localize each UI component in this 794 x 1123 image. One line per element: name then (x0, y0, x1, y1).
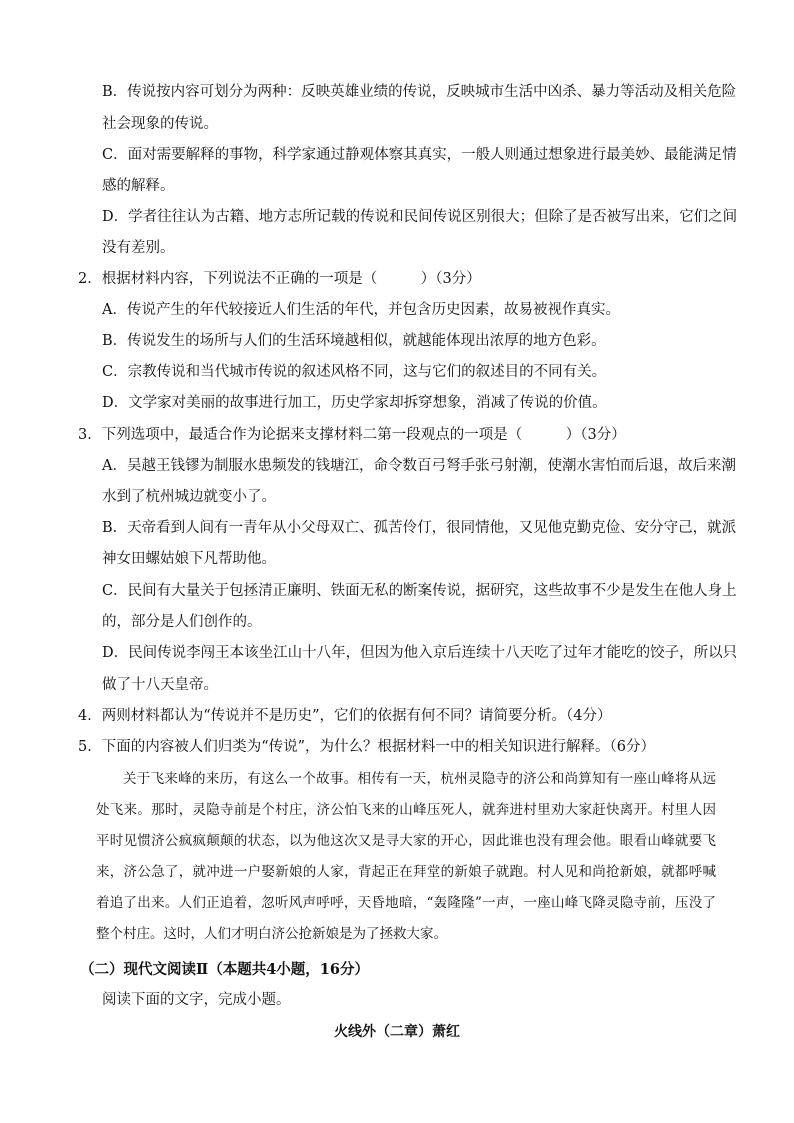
article-title: 火线外（二章）萧红 (334, 1024, 460, 1040)
option-c-line1: C．面对需要解释的事物，科学家通过静观体察其真实，一般人则通过想象进行最美妙、最能满足情 (102, 147, 737, 163)
q2-option-b: B．传说发生的场所与人们的生活环境越相似，就越能体现出浓厚的地方色彩。 (102, 333, 606, 349)
question-5: 5．下面的内容被人们归类为“传说”，为什么？根据材料一中的相关知识进行解释。（6分） (78, 739, 656, 755)
question-2: 2．根据材料内容，下列说法不正确的一项是（ ）（3分） (78, 271, 481, 287)
option-b-line1: B．传说按内容可划分为两种：反映英雄业绩的传说，反映城市生活中凶杀、暴力等活动及相关危险 (102, 84, 737, 100)
q3-option-c-line2: 的，部分是人们创作的。 (102, 614, 262, 630)
option-c-line2: 感的解释。 (102, 178, 175, 194)
passage-text: 关于飞来峰的来历，有这么一个故事。相传有一天，杭州灵隐寺的济公和尚算知有一座山峰将从远处飞来。那时，灵隐寺前是个村庄，济公怕飞来的山峰压死人，就奔进村里劝大家赶快离开。村里人因平时见惯济公疯疯颠颠的状态，以为他这次又是寻大家的开心，因此谁也没有理会他。眼看山峰就要飞来，济公急了，就冲进一户娶新娘的人家，背起正在拜堂的新娘子就跑。村人见和尚抢新娘，就都呼喊着追了出来。人们正追着，忽听风声呼呼，天昏地暗，“轰隆隆”一声，一座山峰飞降灵隐寺前，压没了整个村庄。这时，人们才明白济公抢新娘是为了拯救大家。 (96, 771, 716, 942)
q2-option-d: D．文学家对美丽的故事进行加工，历史学家却拆穿想象，消减了传说的价值。 (102, 395, 607, 411)
q3-option-c-line1: C．民间有大量关于包拯清正廉明、铁面无私的断案传说，据研究，这些故事不少是发生在他人身上 (102, 583, 737, 599)
q3-option-a-line2: 水到了杭州城边就变小了。 (102, 489, 276, 505)
question-4: 4．两则材料都认为“传说并不是历史”，它们的依据有何不同？请简要分析。（4分） (78, 708, 612, 724)
q3-option-d-line1: D．民间传说李闯王本该坐江山十八年，但因为他入京后连续十八天吃了过年才能吃的饺子，所以只 (102, 645, 738, 661)
section-heading: （二）现代文阅读Ⅱ（本题共4小题，16分） (80, 961, 369, 978)
q3-option-b-line2: 神女田螺姑娘下凡帮助他。 (102, 551, 276, 567)
q3-option-d-line2: 做了十八天皇帝。 (102, 677, 218, 693)
question-3: 3．下列选项中，最适合作为论据来支撑材料二第一段观点的一项是（ ）（3分） (78, 427, 626, 443)
option-b-line2: 社会现象的传说。 (102, 116, 218, 132)
option-d-line2: 没有差别。 (102, 240, 175, 256)
option-d-line1: D．学者往往认为古籍、地方志所记载的传说和民间传说区别很大；但除了是否被写出来，它们之间 (102, 209, 738, 225)
q2-option-a: A．传说产生的年代较接近人们生活的年代，并包含历史因素，故易被视作真实。 (102, 302, 620, 318)
q3-option-a-line1: A．吴越王钱镠为制服水患频发的钱塘江，命令数百弓弩手张弓射潮，使潮水害怕而后退，故后来潮 (102, 458, 736, 474)
q2-option-c: C．宗教传说和当代城市传说的叙述风格不同，这与它们的叙述目的不同有关。 (102, 364, 607, 380)
reading-instruction: 阅读下面的文字，完成小题。 (102, 992, 291, 1008)
feilaifeng-passage (96, 764, 716, 950)
q3-option-b-line1: B．天帝看到人间有一青年从小父母双亡、孤苦伶仃，很同情他，又见他克勤克俭、安分守己，就派 (102, 520, 737, 536)
